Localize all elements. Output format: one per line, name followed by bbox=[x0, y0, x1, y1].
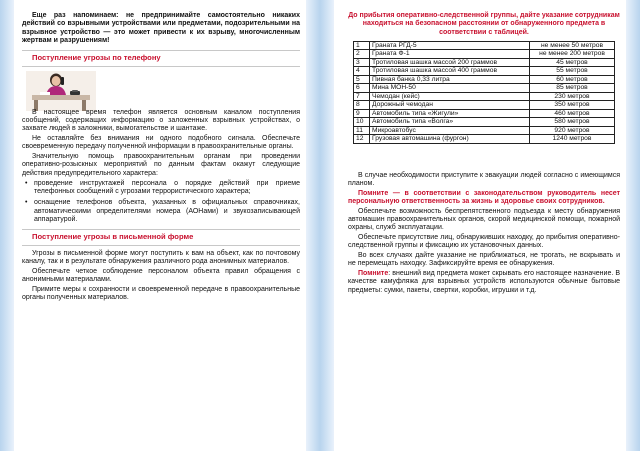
object-name: Мина МОН-50 bbox=[370, 84, 530, 93]
safe-distance: 920 метров bbox=[530, 126, 615, 135]
row-number: 8 bbox=[354, 101, 370, 110]
safe-distance: 45 метров bbox=[530, 58, 615, 67]
decorative-stripe bbox=[0, 0, 14, 451]
remember-label: Помните bbox=[358, 270, 389, 277]
phone-section bbox=[22, 71, 300, 111]
row-number: 1 bbox=[354, 41, 370, 50]
safe-distance: не менее 200 метров bbox=[530, 50, 615, 59]
object-name: Микроавтобус bbox=[370, 126, 530, 135]
witnesses-paragraph: Обеспечьте присутствие лиц, обнаруживших находку, до прибытия оперативно-следственной группы и фиксацию их установочных данных. bbox=[348, 234, 620, 250]
object-name: Автомобиль типа «Волга» bbox=[370, 118, 530, 127]
no-touch-paragraph: Во всех случаях дайте указание не приближаться, не трогать, не вскрывать и не перемещать находку. Зафиксируйте время ее обнаружения. bbox=[348, 252, 620, 268]
written-threat-heading: Поступление угрозы в письменной форме bbox=[22, 229, 300, 246]
intro-warning: Еще раз напоминаем: не предпринимайте самостоятельно никаких действий со взрывными устройствами или предметами, подозрительными на взрывное устройство — это может привести к их взрыву, многочисленным жертвам и разрушениям! bbox=[22, 12, 300, 44]
safe-distance-table bbox=[353, 41, 615, 144]
object-name: Чемодан (кейс) bbox=[370, 92, 530, 101]
camouflage-text: : внешний вид предмета может скрывать его настоящее назначение. В качестве камуфляжа для взрывных устройств используются обычные бытовые предметы: сумки, пакеты, свертки, коробки, игрушки и т.д. bbox=[348, 270, 620, 294]
row-number: 11 bbox=[354, 126, 370, 135]
phone-threat-heading: Поступление угрозы по телефону bbox=[22, 50, 300, 67]
written-paragraph: Обеспечьте четкое соблюдение персоналом объекта правил обращения с анонимными материалами. bbox=[22, 268, 300, 284]
table-row bbox=[354, 67, 615, 76]
decorative-stripe bbox=[320, 0, 334, 451]
evacuation-paragraph: В случае необходимости приступите к эвакуации людей согласно с имеющимся планом. bbox=[348, 171, 620, 187]
table-row bbox=[354, 41, 615, 50]
woman-on-phone-illustration bbox=[26, 71, 96, 111]
table-row bbox=[354, 109, 615, 118]
safe-distance: не менее 50 метров bbox=[530, 41, 615, 50]
phone-paragraph: В настоящее время телефон является основным каналом поступления сообщений, содержащих информацию о заложенных взрывных устройствах, о захвате людей в заложники, вымогательстве и шантаже. bbox=[22, 108, 300, 133]
safe-distance: 460 метров bbox=[530, 109, 615, 118]
safe-distance: 55 метров bbox=[530, 67, 615, 76]
table-row bbox=[354, 135, 615, 144]
object-name: Автомобиль типа «Жигули» bbox=[370, 109, 530, 118]
safe-distance: 350 метров bbox=[530, 101, 615, 110]
row-number: 6 bbox=[354, 84, 370, 93]
row-number: 9 bbox=[354, 109, 370, 118]
table-row bbox=[354, 50, 615, 59]
row-number: 2 bbox=[354, 50, 370, 59]
row-number: 3 bbox=[354, 58, 370, 67]
list-item: • проведение инструктажей персонала о порядке действий при приеме телефонных сообщений с угрозами террористического характера; bbox=[22, 180, 300, 197]
row-number: 12 bbox=[354, 135, 370, 144]
table-row bbox=[354, 75, 615, 84]
safe-distance: 85 метров bbox=[530, 84, 615, 93]
table-row bbox=[354, 118, 615, 127]
object-name: Пивная банка 0,33 литра bbox=[370, 75, 530, 84]
table-row bbox=[354, 101, 615, 110]
object-name: Тротиловая шашка массой 400 граммов bbox=[370, 67, 530, 76]
table-row bbox=[354, 92, 615, 101]
phone-paragraph: Не оставляйте без внимания ни одного подобного сигнала. Обеспечьте своевременную передачу полученной информации в правоохранительные органы. bbox=[22, 135, 300, 151]
table-heading: До прибытия оперативно-следственной группы, дайте указание сотрудникам находиться на безопасном расстоянии от обнаруженного предмета в соответствии с таблицей. bbox=[348, 12, 620, 36]
phone-paragraph: Значительную помощь правоохранительным органам при проведении оперативно-розыскных мероприятий по данным фактам окажут следующие действия предупредительного характера: bbox=[22, 153, 300, 177]
table-row bbox=[354, 84, 615, 93]
left-content bbox=[22, 12, 300, 441]
access-paragraph: Обеспечьте возможность беспрепятственного подъезда к месту обнаружения автомашин правоохранительных органов, скорой медицинской помощи, пожарной охраны, служб эксплуатации. bbox=[348, 207, 620, 232]
responsibility-warning: Помните — в соответствии с законодательством руководитель несет персональную ответственность за жизнь и здоровье своих сотрудников. bbox=[348, 189, 620, 205]
row-number: 7 bbox=[354, 92, 370, 101]
written-paragraph: Угрозы в письменной форме могут поступить к вам на объект, как по почтовому каналу, так и в результате обнаружения различного рода анонимных материалов. bbox=[22, 250, 300, 266]
preventive-measures-list bbox=[22, 180, 300, 224]
list-item: • оснащение телефонов объекта, указанных в официальных справочниках, автоматическими определителями номера (АОНами) и звукозаписывающей аппаратурой. bbox=[22, 199, 300, 224]
right-page bbox=[320, 0, 640, 451]
row-number: 4 bbox=[354, 67, 370, 76]
table-row bbox=[354, 58, 615, 67]
object-name: Граната РГД-5 bbox=[370, 41, 530, 50]
decorative-stripe bbox=[626, 0, 640, 451]
safe-distance: 60 метров bbox=[530, 75, 615, 84]
decorative-stripe bbox=[306, 0, 320, 451]
row-number: 10 bbox=[354, 118, 370, 127]
safe-distance: 230 метров bbox=[530, 92, 615, 101]
table-row bbox=[354, 126, 615, 135]
row-number: 5 bbox=[354, 75, 370, 84]
object-name: Граната Ф-1 bbox=[370, 50, 530, 59]
safe-distance: 580 метров bbox=[530, 118, 615, 127]
written-paragraph: Примите меры к сохранности и своевременной передаче в правоохранительные органы полученных материалов. bbox=[22, 286, 300, 302]
camouflage-paragraph bbox=[348, 270, 620, 295]
object-name: Тротиловая шашка массой 200 граммов bbox=[370, 58, 530, 67]
object-name: Дорожный чемодан bbox=[370, 101, 530, 110]
object-name: Грузовая автомашина (фургон) bbox=[370, 135, 530, 144]
right-content bbox=[348, 12, 620, 441]
safe-distance: 1240 метров bbox=[530, 135, 615, 144]
